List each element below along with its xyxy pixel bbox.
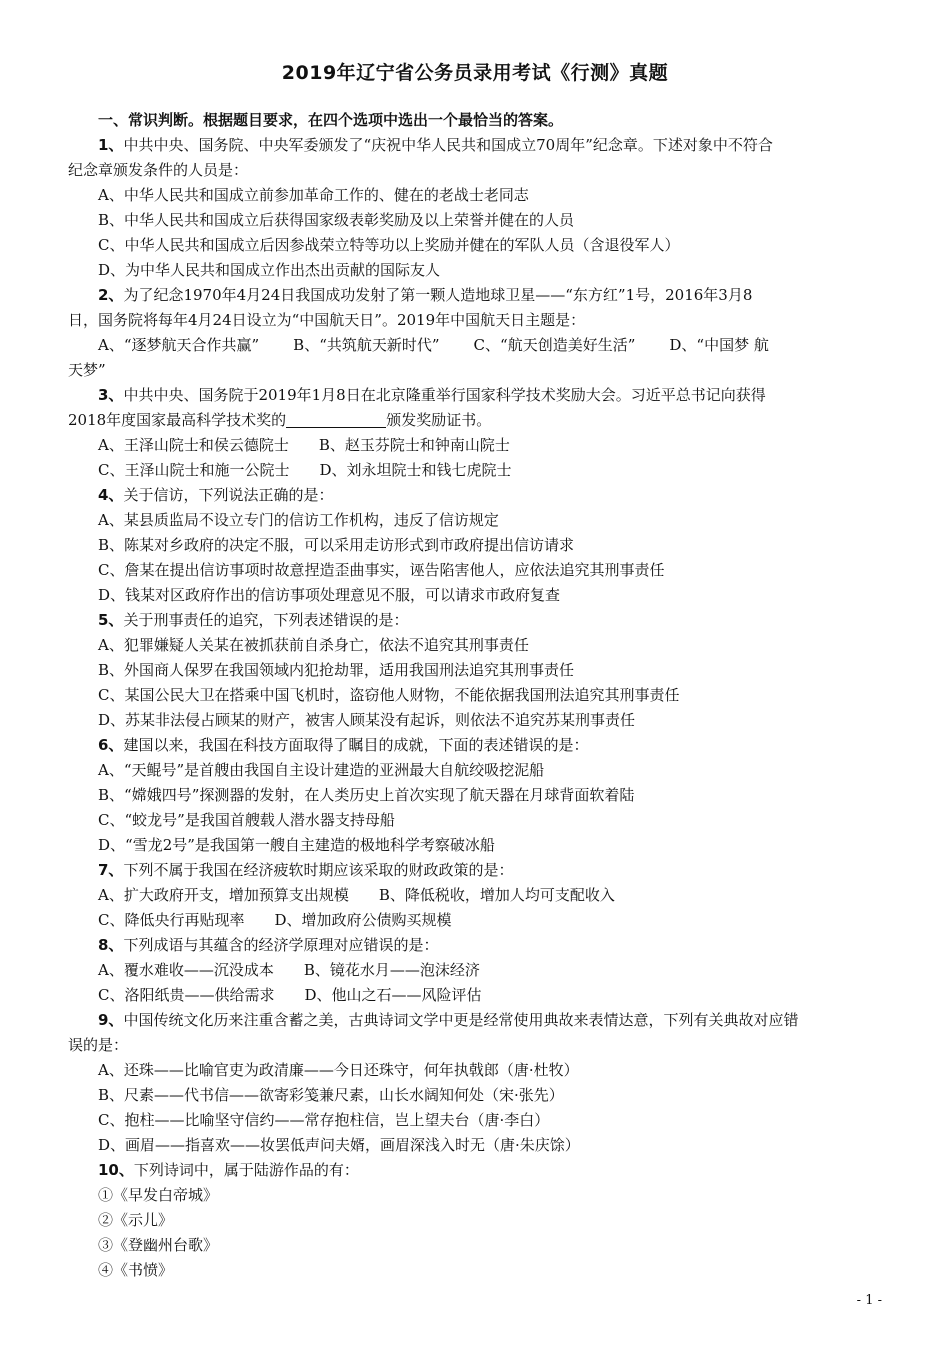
option-d: D、增加政府公债购买规模 [274,911,452,929]
question-text: 下列不属于我国在经济疲软时期应该采取的财政政策的是： [123,861,514,879]
option-c: C、“航天创造美好生活” [473,336,636,354]
option-b: B、尺素——代书信——欲寄彩笺兼尺素，山长水阔知何处（宋·张先） [98,1086,564,1104]
question-text: 下列成语与其蕴含的经济学原理对应错误的是： [123,936,439,954]
question-4-stem [68,483,883,508]
fill-in-blank [286,411,386,428]
option-b: B、中华人民共和国成立后获得国家级表彰奖励及以上荣誉并健在的人员 [98,211,575,229]
option-d-cont: 天梦” [68,361,106,379]
question-6-stem [68,733,883,758]
question-9-stem [68,1008,883,1033]
question-3-stem-cont [68,408,883,433]
list-item: ②《示儿》 [98,1211,174,1229]
question-text: 下列诗词中，属于陆游作品的有： [133,1161,359,1179]
question-number: 5、 [98,611,124,629]
option-b: B、赵玉芬院士和钟南山院士 [318,436,510,454]
question-text: 为了纪念1970年4月24日我国成功发射了第一颗人造地球卫星——“东方红”1号，2016年3月8 [123,286,753,304]
list-item: ④《书愤》 [98,1261,174,1279]
question-7-stem [68,858,883,883]
option-a: A、犯罪嫌疑人关某在被抓获前自杀身亡，依法不追究其刑事责任 [98,636,529,654]
question-text: 中共中央、国务院、中央军委颁发了“庆祝中华人民共和国成立70周年”纪念章。下述对象中不符合 [123,136,773,154]
question-number: 1、 [98,136,124,154]
question-number: 7、 [98,861,124,879]
question-text: 关于刑事责任的追究，下列表述错误的是： [123,611,409,629]
question-text: 中共中央、国务院于2019年1月8日在北京隆重举行国家科学技术奖励大会。习近平总书记向获得 [123,386,766,404]
question-number: 10、 [98,1161,134,1179]
option-a: A、扩大政府开支，增加预算支出规模 [98,886,349,904]
question-3-stem [68,383,883,408]
list-item: ①《早发白帝城》 [98,1186,219,1204]
option-b: B、“共筑航天新时代” [293,336,440,354]
question-7-options-ab [68,883,883,908]
option-c: C、詹某在提出信访事项时故意捏造歪曲事实，诬告陷害他人，应依法追究其刑事责任 [98,561,665,579]
document-body [68,108,883,1283]
question-number: 9、 [98,1011,124,1029]
question-number: 6、 [98,736,124,754]
option-c: C、洛阳纸贵——供给需求 [98,986,275,1004]
question-text: 建国以来，我国在科技方面取得了瞩目的成就，下面的表述错误的是： [123,736,589,754]
question-text: 关于信访，下列说法正确的是： [123,486,334,504]
option-a: A、还珠——比喻官吏为政清廉——今日还珠守，何年执戟郎（唐·杜牧） [98,1061,579,1079]
question-5-stem [68,608,883,633]
option-d: D、钱某对区政府作出的信访事项处理意见不服，可以请求市政府复查 [98,586,561,604]
question-number: 3、 [98,386,124,404]
option-b: B、降低税收，增加人均可支配收入 [378,886,615,904]
option-d: D、画眉——指喜欢——妆罢低声问夫婿，画眉深浅入时无（唐·朱庆馀） [98,1136,580,1154]
question-3-options-ab [68,433,883,458]
page-number: - 1 - [856,1293,882,1308]
option-d: D、苏某非法侵占顾某的财产，被害人顾某没有起诉，则依法不追究苏某刑事责任 [98,711,636,729]
option-a: A、中华人民共和国成立前参加革命工作的、健在的老战士老同志 [98,186,529,204]
question-7-options-cd [68,908,883,933]
question-text: 中国传统文化历来注重含蓄之美，古典诗词文学中更是经常使用典故来表情达意，下列有关典故对应错 [123,1011,799,1029]
option-a: A、“逐梦航天合作共赢” [98,336,260,354]
question-8-stem [68,933,883,958]
question-8-options-cd [68,983,883,1008]
option-a: A、“天鲲号”是首艘由我国自主设计建造的亚洲最大自航绞吸挖泥船 [98,761,545,779]
question-9-stem-cont: 误的是： [68,1036,129,1054]
option-c: C、降低央行再贴现率 [98,911,245,929]
option-d: D、刘永坦院士和钱七虎院士 [319,461,512,479]
question-10-stem [68,1158,883,1183]
question-number: 2、 [98,286,124,304]
page-title: 2019年辽宁省公务员录用考试《行测》真题 [281,62,669,84]
question-2-options [68,333,883,358]
option-a: A、王泽山院士和侯云德院士 [98,436,289,454]
question-text: 2018年度国家最高科学技术奖的 [68,411,287,429]
question-number: 8、 [98,936,124,954]
question-2-stem-cont: 日，国务院将每年4月24日设立为“中国航天日”。2019年中国航天日主题是： [68,311,586,329]
option-b: B、镜花水月——泡沫经济 [303,961,480,979]
question-3-options-cd [68,458,883,483]
option-c: C、中华人民共和国成立后因参战荣立特等功以上奖励并健在的军队人员（含退役军人） [98,236,680,254]
section-heading: 一、常识判断。根据题目要求，在四个选项中选出一个最恰当的答案。 [98,111,564,129]
option-b: B、陈某对乡政府的决定不服，可以采用走访形式到市政府提出信访请求 [98,536,575,554]
list-item: ③《登幽州台歌》 [98,1236,219,1254]
option-c: C、抱柱——比喻坚守信约——常存抱柱信，岂上望夫台（唐·李白） [98,1111,550,1129]
question-text: 颁发奖励证书。 [386,411,492,429]
question-2-stem [68,283,883,308]
option-c: C、王泽山院士和施一公院士 [98,461,290,479]
option-a: A、覆水难收——沉没成本 [98,961,274,979]
option-b: B、“嫦娥四号”探测器的发射，在人类历史上首次实现了航天器在月球背面软着陆 [98,786,635,804]
question-number: 4、 [98,486,124,504]
option-b: B、外国商人保罗在我国领域内犯抢劫罪，适用我国刑法追究其刑事责任 [98,661,575,679]
option-c: C、某国公民大卫在搭乘中国飞机时，盗窃他人财物，不能依据我国刑法追究其刑事责任 [98,686,680,704]
question-8-options-ab [68,958,883,983]
question-1-stem [68,133,883,158]
option-c: C、“蛟龙号”是我国首艘载人潜水器支持母船 [98,811,395,829]
option-d: D、他山之石——风险评估 [304,986,482,1004]
option-a: A、某县质监局不设立专门的信访工作机构，违反了信访规定 [98,511,499,529]
option-d: D、为中华人民共和国成立作出杰出贡献的国际友人 [98,261,441,279]
question-1-stem-cont: 纪念章颁发条件的人员是： [68,161,249,179]
option-d: D、“中国梦 航 [669,336,769,354]
option-d: D、“雪龙2号”是我国第一艘自主建造的极地科学考察破冰船 [98,836,495,854]
